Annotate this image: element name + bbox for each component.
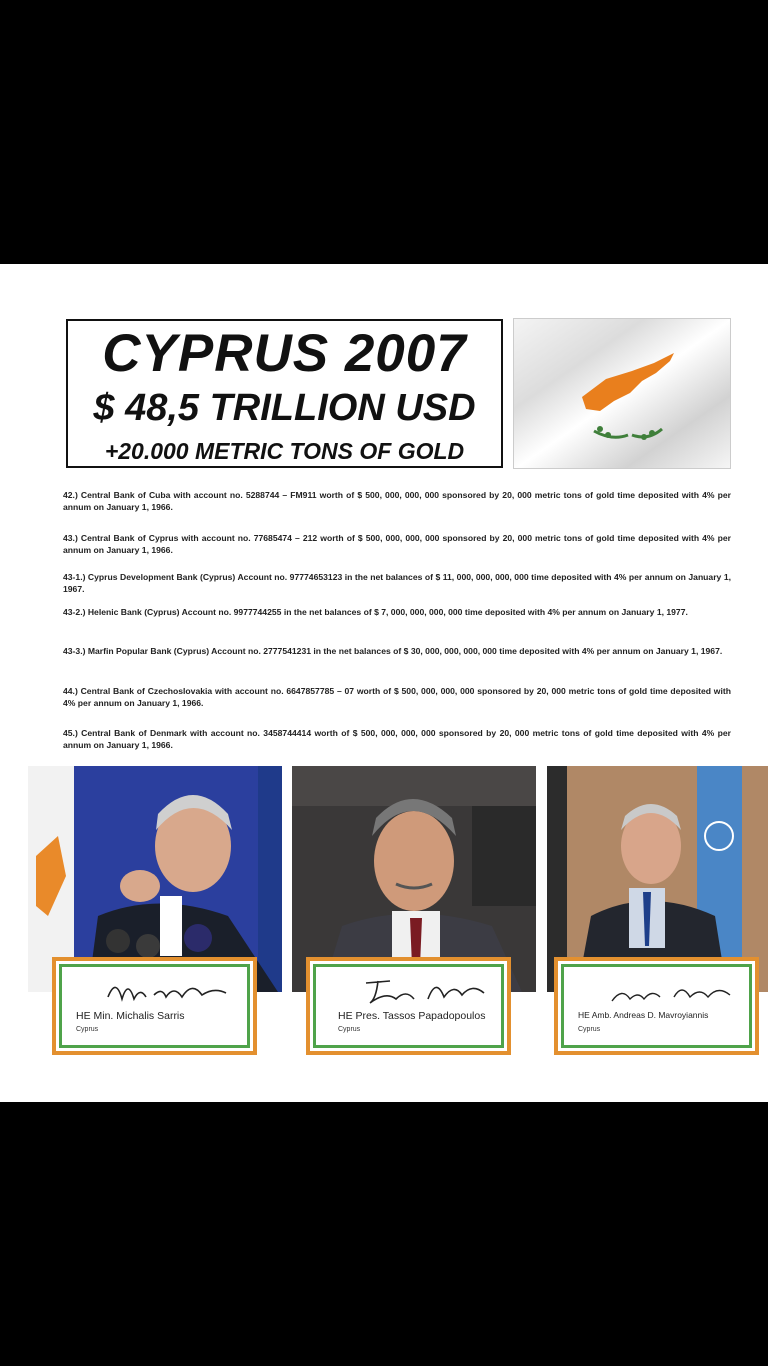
account-entry-42: 42.) Central Bank of Cuba with account no. 5288744 – FM911 worth of $ 500, 000, 000, 000 sponsored by 20, 000 metric tons of gold time deposited with 4% per annum on January 1, 1966. (63, 490, 731, 512)
card-border (561, 964, 752, 1048)
official-country: Cyprus (76, 1026, 99, 1033)
official-country: Cyprus (338, 1026, 361, 1033)
account-entry-43-2: 43-2.) Helenic Bank (Cyprus) Account no. 9977744255 in the net balances of $ 7, 000, 000, 000, 000 time deposited with 4% per annum on January 1, 1977. (63, 607, 688, 617)
cyprus-flag-icon (513, 318, 731, 469)
account-entry-43: 43.) Central Bank of Cyprus with account no. 77685474 – 212 worth of $ 500, 000, 000, 000 sponsored by 20, 000 metric tons of gold time deposited with 4% per annum on January 1, 1966. (63, 533, 731, 555)
official-card-2 (306, 957, 511, 1055)
official-name: HE Pres. Tassos Papadopoulos (338, 1010, 486, 1022)
signature (356, 973, 496, 1007)
account-entry-43-3: 43-3.) Marfin Popular Bank (Cyprus) Account no. 2777541231 in the net balances of $ 30, 000, 000, 000, 000 time deposited with 4% per annum on January 1, 1967. (63, 646, 723, 656)
signature (604, 973, 744, 1007)
official-name: HE Amb. Andreas D. Mavroyiannis (578, 1010, 709, 1020)
official-card-1 (52, 957, 257, 1055)
account-entry-45: 45.) Central Bank of Denmark with account no. 3458744414 worth of $ 500, 000, 000, 000 sponsored by 20, 000 metric tons of gold time deposited with 4% per annum on January 1, 1966. (63, 728, 731, 750)
account-entry-44: 44.) Central Bank of Czechoslovakia with account no. 6647857785 – 07 worth of $ 500, 000, 000, 000 sponsored by 20, 000 metric tons of gold time deposited with 4% per annum on January 1, 1966. (63, 686, 731, 708)
account-entry-43-1: 43-1.) Cyprus Development Bank (Cyprus) Account no. 97774653123 in the net balances of $ 11, 000, 000, 000, 000 time deposited with 4% per annum on January 1, 1967. (63, 572, 731, 594)
document-panel (0, 264, 768, 1102)
title-box (66, 319, 503, 468)
headline-amount: $ 48,5 TRILLION USD (93, 387, 476, 429)
card-border (313, 964, 504, 1048)
official-name: HE Min. Michalis Sarris (76, 1010, 185, 1022)
headline-gold: +20.000 METRIC TONS OF GOLD (104, 438, 465, 464)
official-card-3 (554, 957, 759, 1055)
headline-title: CYPRUS 2007 (102, 324, 467, 383)
card-border (59, 964, 250, 1048)
official-country: Cyprus (578, 1026, 601, 1033)
signature (102, 973, 242, 1007)
